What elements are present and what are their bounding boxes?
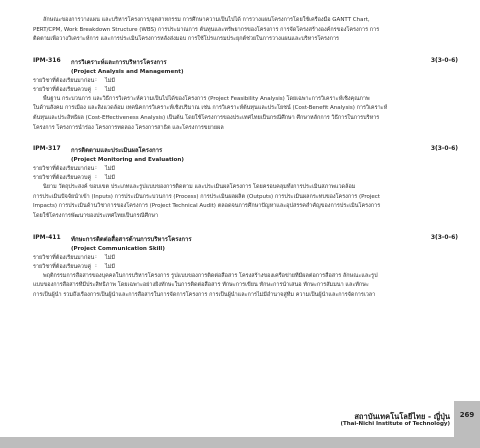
course-ipm-316 [33, 57, 458, 133]
course-credit: 3(3-0-6) [430, 233, 458, 241]
corequisite-value: ไม่มี [105, 263, 116, 270]
course-ipm-317 [33, 145, 458, 221]
description-line: แบบของการสื่อสารที่มีประสิทธิภาพ โดยเฉพาะอย่างยิ่งทักษะในการติดต่อสื่อสาร ทักษะการเขียน ทักษะการนำเสนอ ทักษะการสัมมนา และทักษะ [33, 282, 369, 289]
institute-name-en: (Thai-Nichi Institute of Technology) [340, 421, 450, 427]
prerequisite-row [33, 254, 458, 263]
description-line: การเป็นผู้นำ รวมถึงเรื่องการเป็นผู้นำและการสื่อสารในการจัดการโครงการ การเป็นผู้นำและการไม่มีอำนาจสู่ทีม ความเป็นผู้นำและการจัดการเวลา [33, 291, 376, 298]
prerequisite-value: ไม่มี [105, 77, 116, 84]
footer-band [0, 437, 480, 448]
corequisite-label: รายวิชาที่ต้องเรียนควบคู่ [33, 86, 92, 93]
course-code: IPM-317 [33, 145, 61, 153]
prerequisite-label: รายวิชาที่ต้องเรียนมาก่อน [33, 77, 95, 84]
description-line: การประเมินปัจจัยนำเข้า (Inputs) การประเมินกระบวนการ (Process) การประเมินผลผลิต (Outputs) การประเมินผลกระทบของโครงการ (Project [33, 193, 380, 200]
colon: : [95, 253, 97, 260]
description-line: โครงการ โครงการนำร่อง โครงการทดลอง โครงการสาธิต และโครงการขยายผล [33, 124, 224, 131]
corequisite-label: รายวิชาที่ต้องเรียนควบคู่ [33, 263, 92, 270]
colon: : [95, 165, 97, 172]
description-line: นิยาม วัตถุประสงค์ ขอบเขต ประเภทและรูปแบบของการติดตาม และประเมินผลโครงการ โดยครอบคลุมทั้งการประเมินสภาพแวดล้อม [43, 184, 356, 191]
course-description [33, 272, 458, 301]
course-description [33, 183, 458, 221]
colon: : [95, 76, 97, 83]
corequisite-value: ไม่มี [105, 86, 116, 93]
description-line: Impacts) การประเมินด้านวิชาการของโครงการ (Project Technical Audit) ตลอดจนการศึกษาปัญหาและอุปสรรคสำคัญของการประเมินโครงการ [33, 203, 381, 210]
prerequisite-label: รายวิชาที่ต้องเรียนมาก่อน [33, 254, 95, 261]
description-line: พฤติกรรมการสื่อสารของบุคคลในการบริหารโครงการ รูปแบบของการติดต่อสื่อสาร โครงสร้างของเครือข่ายที่มีผลต่อการสื่อสาร ลักษณะและรูป [43, 272, 378, 279]
prerequisite-row [33, 165, 458, 174]
description-line: ต้นทุนและประสิทธิผล (Cost-Effectiveness Analysis) เป็นต้น โดยใช้โครงการของประเทศไทยเป็นกรณีศึกษา ศึกษาหลักการ วิธีการในการบริหาร [33, 114, 380, 121]
corequisite-label: รายวิชาที่ต้องเรียนควบคู่ [33, 175, 92, 182]
course-title-th: ทักษะการติดต่อสื่อสารด้านการบริหารโครงการ [71, 235, 192, 243]
corequisite-row [33, 174, 458, 183]
course-header [33, 145, 458, 155]
course-title-th: การวิเคราะห์และการบริหารโครงการ [71, 58, 167, 66]
course-title-en: (Project Monitoring and Evaluation) [71, 157, 184, 164]
page-number: 269 [459, 411, 475, 419]
prerequisite-row [33, 77, 458, 86]
intro-line: ติดตามเพื่อวางวิเคราะห์การ และการประเมินโครงการหลังส่งมอบ การใช้โปรแกรมประยุกต์ช่วยในการวางแผนและบริหารโครงการ [33, 36, 339, 43]
corequisite-row [33, 263, 458, 272]
colon: : [95, 85, 97, 92]
prerequisite-label: รายวิชาที่ต้องเรียนมาก่อน [33, 166, 95, 173]
prerequisite-value: ไม่มี [105, 254, 116, 261]
course-title-en: (Project Analysis and Management) [71, 68, 184, 75]
course-credit: 3(3-0-6) [430, 56, 458, 64]
course-description [33, 95, 458, 133]
course-credit: 3(3-0-6) [430, 145, 458, 153]
page-content [33, 16, 458, 300]
course-title-en: (Project Communication Skill) [71, 245, 165, 252]
description-line: โดยใช้โครงการพัฒนาของประเทศไทยเป็นกรณีศึกษา [33, 212, 159, 219]
course-code: IPM-411 [33, 233, 61, 241]
colon: : [95, 262, 97, 269]
institute-name-th: สถาบันเทคโนโลยีไทย - ญี่ปุ่น [354, 412, 450, 421]
page-number-box [454, 401, 480, 437]
intro-paragraph [33, 16, 458, 45]
course-header [33, 57, 458, 67]
prerequisite-value: ไม่มี [105, 166, 116, 173]
course-ipm-411 [33, 234, 458, 301]
corequisite-row [33, 86, 458, 95]
colon: : [95, 174, 97, 181]
course-code: IPM-316 [33, 56, 61, 64]
description-line: ในด้านสังคม การเมือง และสิ่งแวดล้อม เทคนิคการวิเคราะห์เชิงปริมาณ เช่น การวิเคราะห์ต้นทุนและประโยชน์ (Cost-Benefit Analysis) การวิเคราะห์ [33, 105, 388, 112]
description-line: พื้นฐาน กระบวนการ และวิธีการวิเคราะห์ความเป็นไปได้ของโครงการ (Project Feasibility Analysis) โดยเฉพาะการวิเคราะห์เชิงคุณภาพ [43, 95, 370, 102]
intro-line: PERT/CPM, Work Breakdown Structure (WBS) การประมาณการ ต้นทุนและทรัพยากรของโครงการ การจัดโครงสร้างองค์กรของโครงการ การ [33, 26, 380, 33]
intro-line: ลักษณะของการวางแผน และบริหารโครงการ/อุตสาหกรรม การศึกษาความเป็นไปได้ การวางแผนโครงการโดยใช้เครื่องมือ GANTT Chart, [43, 17, 370, 23]
course-header [33, 234, 458, 244]
course-title-th: การติดตามและประเมินผลโครงการ [71, 147, 163, 155]
corequisite-value: ไม่มี [105, 175, 116, 182]
